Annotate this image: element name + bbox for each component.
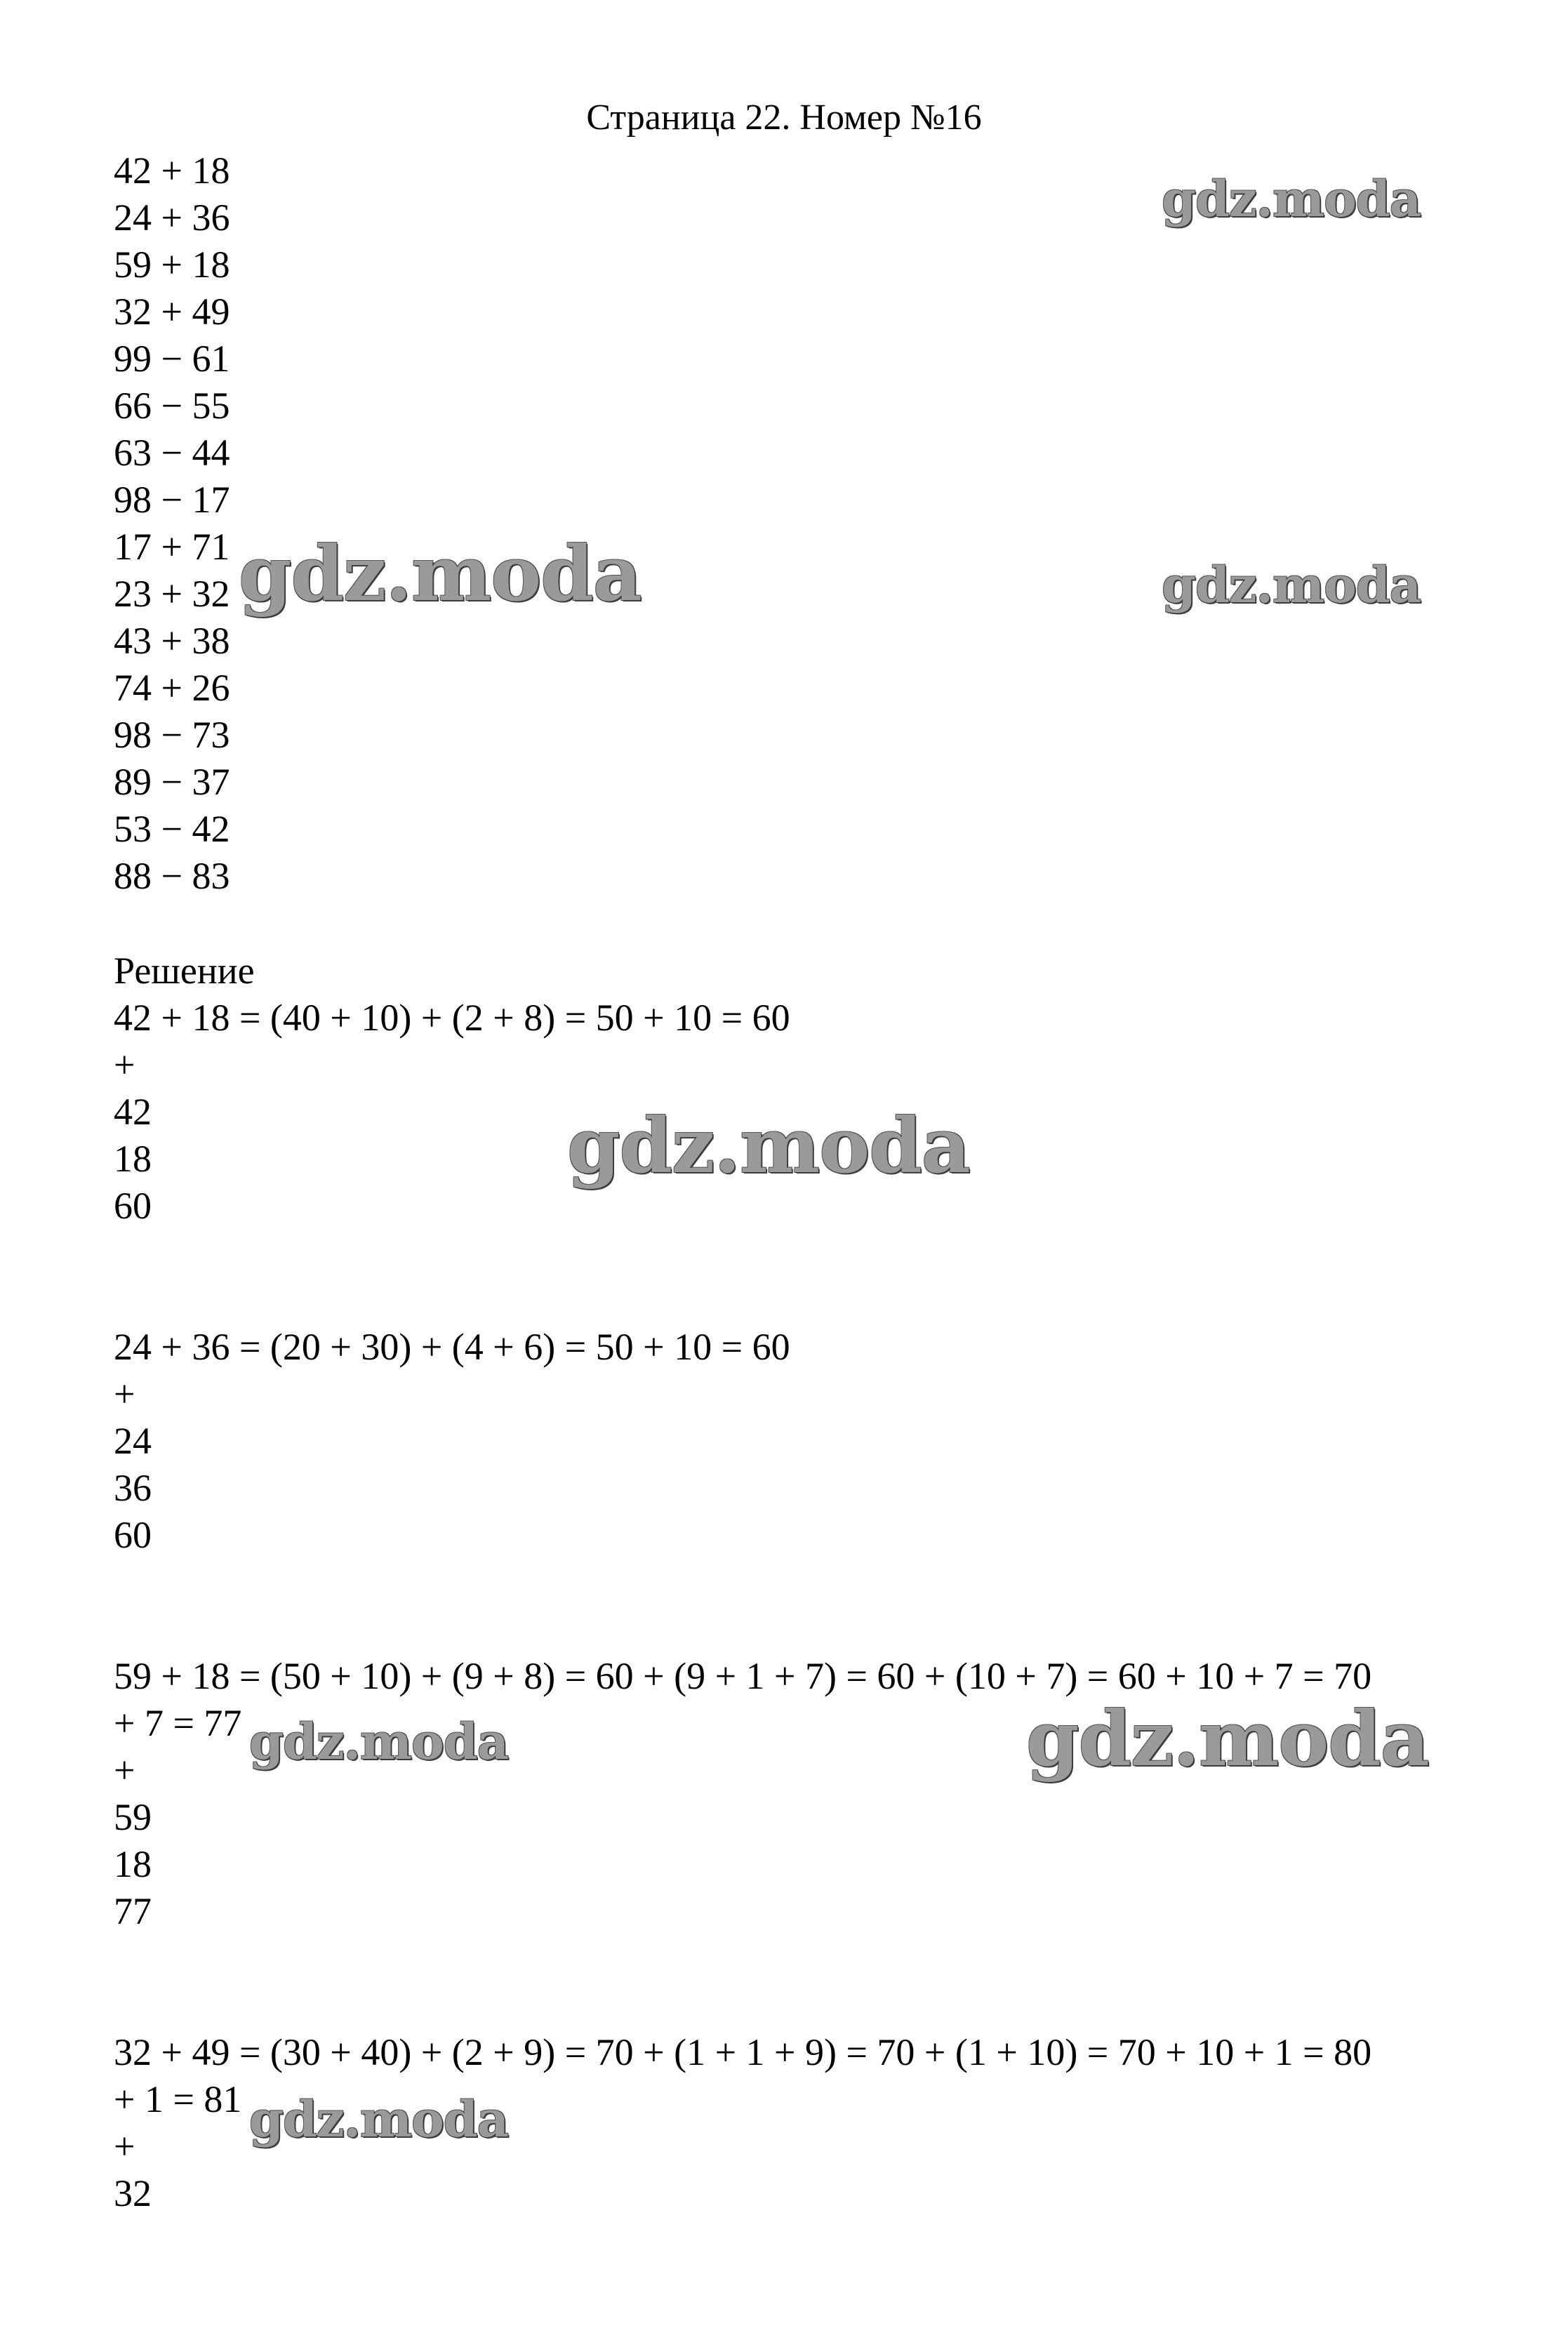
watermark-logo: gdz.moda bbox=[1162, 170, 1421, 228]
problem-item: 42 + 18 bbox=[114, 149, 230, 192]
solution-equation: 32 + 49 = (30 + 40) + (2 + 9) = 70 + (1 + 1 + 9) = 70 + (1 + 10) = 70 + 10 + 1 = 80 bbox=[114, 2031, 1372, 2073]
column-sign: + bbox=[114, 1749, 135, 1791]
problem-item: 99 − 61 bbox=[114, 338, 230, 380]
problem-item: 89 − 37 bbox=[114, 761, 230, 803]
solution-equation-continued: + 7 = 77 bbox=[114, 1702, 242, 1744]
problem-item: 98 − 17 bbox=[114, 479, 230, 521]
column-number: 18 bbox=[114, 1138, 152, 1180]
solution-heading: Решение bbox=[114, 950, 255, 992]
column-number: 18 bbox=[114, 1843, 152, 1885]
column-sign: + bbox=[114, 1373, 135, 1415]
watermark-logo: gdz.moda bbox=[1162, 556, 1421, 614]
column-sign: + bbox=[114, 2125, 135, 2167]
column-number: 59 bbox=[114, 1796, 152, 1838]
problem-item: 24 + 36 bbox=[114, 197, 230, 239]
column-number: 42 bbox=[114, 1091, 152, 1133]
watermark-logo: gdz.moda bbox=[567, 1102, 970, 1190]
solution-equation-continued: + 1 = 81 bbox=[114, 2078, 242, 2120]
column-number: 24 bbox=[114, 1420, 152, 1462]
page-title: Страница 22. Номер №16 bbox=[586, 98, 982, 138]
problem-item: 23 + 32 bbox=[114, 573, 230, 615]
problem-item: 74 + 26 bbox=[114, 667, 230, 709]
watermark-logo: gdz.moda bbox=[239, 530, 642, 618]
watermark-logo: gdz.moda bbox=[249, 1713, 509, 1771]
problem-item: 32 + 49 bbox=[114, 291, 230, 333]
column-number: 32 bbox=[114, 2172, 152, 2214]
problem-item: 59 + 18 bbox=[114, 244, 230, 286]
column-number: 36 bbox=[114, 1467, 152, 1509]
watermark-logo: gdz.moda bbox=[1026, 1695, 1429, 1783]
column-sign: + bbox=[114, 1044, 135, 1086]
solution-equation: 59 + 18 = (50 + 10) + (9 + 8) = 60 + (9 + 1 + 7) = 60 + (10 + 7) = 60 + 10 + 7 = 70 bbox=[114, 1655, 1372, 1697]
column-result: 60 bbox=[114, 1514, 152, 1556]
column-result: 77 bbox=[114, 1890, 152, 1932]
problem-item: 53 − 42 bbox=[114, 808, 230, 850]
problem-item: 63 − 44 bbox=[114, 432, 230, 474]
problem-item: 43 + 38 bbox=[114, 620, 230, 662]
problem-item: 98 − 73 bbox=[114, 714, 230, 756]
problem-item: 17 + 71 bbox=[114, 526, 230, 568]
solution-equation: 42 + 18 = (40 + 10) + (2 + 8) = 50 + 10 = 60 bbox=[114, 997, 790, 1039]
watermark-logo: gdz.moda bbox=[249, 2090, 509, 2148]
solution-equation: 24 + 36 = (20 + 30) + (4 + 6) = 50 + 10 = 60 bbox=[114, 1326, 790, 1368]
problem-item: 88 − 83 bbox=[114, 855, 230, 897]
problem-item: 66 − 55 bbox=[114, 385, 230, 427]
column-result: 60 bbox=[114, 1185, 152, 1227]
